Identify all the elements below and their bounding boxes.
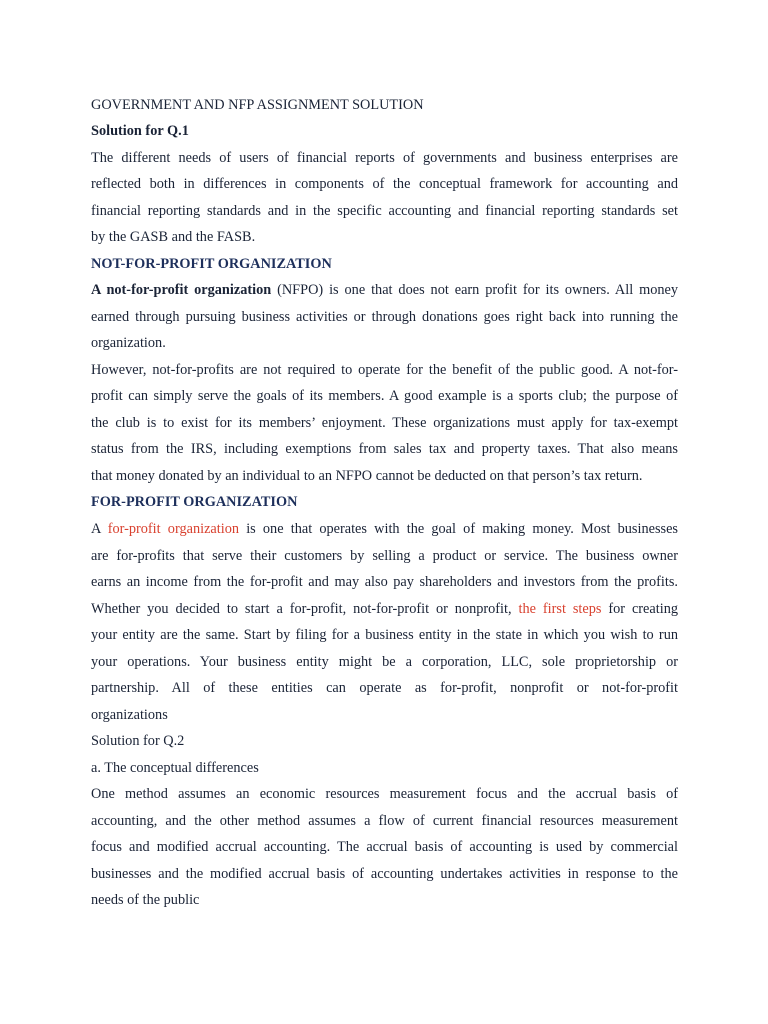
q1-paragraph <box>91 145 678 251</box>
q1-paragraph-line: reflected both in differences in components of the conceptual framework for accounting and <box>91 176 678 193</box>
nfp-paragraph-line: the club is to exist for its members’ enjoyment. These organizations must apply for tax-exempt <box>91 414 678 431</box>
fp-heading: FOR-PROFIT ORGANIZATION <box>91 494 298 511</box>
nfp-paragraph-2 <box>91 357 678 490</box>
fp-paragraph-line: earns an income from the for-profit and may also pay shareholders and investors from the profits. <box>91 574 678 591</box>
fp-paragraph-line <box>91 516 678 543</box>
q2-heading: Solution for Q.2 <box>91 733 185 750</box>
nfp-paragraph-line: that money donated by an individual to an NFPO cannot be deducted on that person’s tax return. <box>91 467 643 484</box>
nfp-paragraph-line: profit can simply serve the goals of its members. A good example is a sports club; the purpose of <box>91 388 678 405</box>
fp-paragraph-line: your operations. Your business entity might be a corporation, LLC, sole proprietorship or <box>91 653 678 670</box>
fp-line1-a: A <box>91 521 108 538</box>
fp-line4-a: Whether you decided to start a for-profit, not-for-profit or nonprofit, <box>91 600 519 617</box>
q2-paragraph <box>91 781 678 914</box>
nfp-paragraph-line: organization. <box>91 335 166 352</box>
q2-paragraph-line: focus and modified accrual accounting. The accrual basis of accounting is used by commercial <box>91 839 678 856</box>
q2-paragraph-line: accounting, and the other method assumes a flow of current financial resources measurement <box>91 812 678 829</box>
nfp-paragraph-line: However, not-for-profits are not required to operate for the benefit of the public good. A not-for- <box>91 361 678 378</box>
fp-paragraph-line: organizations <box>91 706 168 723</box>
q2-paragraph-line: needs of the public <box>91 892 200 909</box>
q1-paragraph-line: financial reporting standards and in the specific accounting and financial reporting standards set <box>91 202 678 219</box>
nfp-bold-lead: A not-for-profit organization <box>91 282 272 299</box>
first-steps-link[interactable]: the first steps <box>518 600 602 617</box>
q2-subheading: a. The conceptual differences <box>91 759 259 776</box>
fp-paragraph-line: your entity are the same. Start by filing for a business entity in the state in which you wish to run <box>91 627 678 644</box>
fp-paragraph-line: partnership. All of these entities can operate as for-profit, nonprofit or not-for-profit <box>91 680 678 697</box>
q1-heading: Solution for Q.1 <box>91 123 189 139</box>
for-profit-organization-link[interactable]: for-profit organization <box>107 521 240 538</box>
nfp-paragraph-line: status from the IRS, including exemptions from sales tax and property taxes. That also means <box>91 441 678 458</box>
q2-paragraph-line: businesses and the modified accrual basis of accounting undertakes activities in response to the <box>91 865 678 882</box>
nfp-paragraph-line: earned through pursuing business activities or through donations goes right back into running the <box>91 308 678 325</box>
fp-line4-b: for creating <box>601 600 678 617</box>
fp-paragraph-line <box>91 596 678 623</box>
nfp-paragraph-1 <box>91 277 678 357</box>
fp-line1-b: is one that operates with the goal of making money. Most businesses <box>239 521 678 538</box>
nfp-line1-rest: (NFPO) is one that does not earn profit for its owners. All money <box>271 282 678 299</box>
q1-paragraph-line: by the GASB and the FASB. <box>91 229 256 246</box>
nfp-heading: NOT-FOR-PROFIT ORGANIZATION <box>91 255 332 272</box>
q2-paragraph-line: One method assumes an economic resources measurement focus and the accrual basis of <box>91 786 678 803</box>
q1-paragraph-line: The different needs of users of financial reports of governments and business enterprises are <box>91 149 678 166</box>
fp-paragraph-line: are for-profits that serve their customers by selling a product or service. The business owner <box>91 547 678 564</box>
nfp-paragraph-line <box>91 277 678 304</box>
fp-paragraph <box>91 516 678 728</box>
document-page <box>91 92 678 914</box>
document-title: GOVERNMENT AND NFP ASSIGNMENT SOLUTION <box>91 97 424 113</box>
